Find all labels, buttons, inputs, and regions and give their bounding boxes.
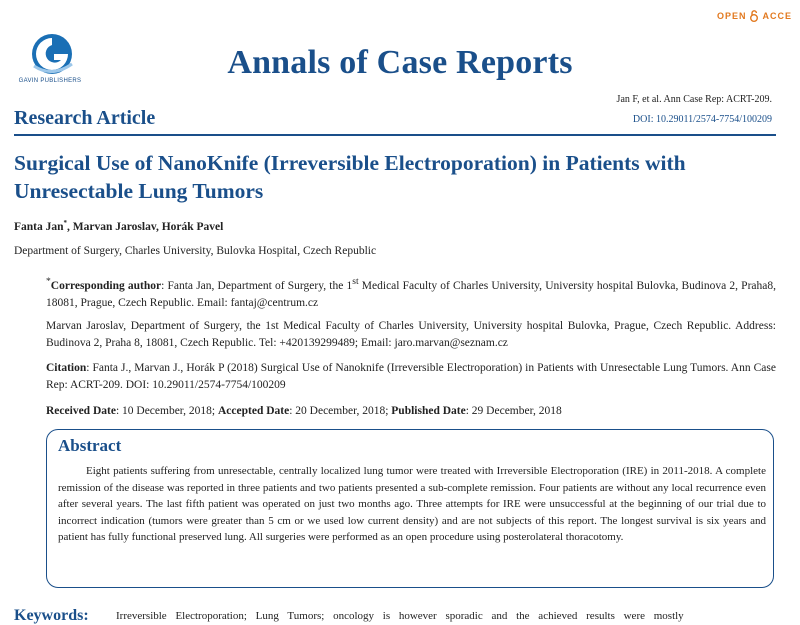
open-access-label-2: ACCE [762,11,792,21]
open-access-label: OPEN [716,11,747,21]
published-label: Published Date [391,405,466,417]
article-title: Surgical Use of NanoKnife (Irreversible Electroporation) in Patients with Unresectable Lung Tumors [14,151,686,203]
ordinal-sup: st [352,276,359,287]
corresponding-label: Corresponding author [50,279,162,292]
dates-line [46,403,776,420]
affiliation: Department of Surgery, Charles University, Bulovka Hospital, Czech Republic [14,245,377,257]
author-1: Fanta Jan [14,220,64,233]
section-label: Research Article [14,107,156,129]
corresponding-marker: * [63,219,68,227]
citation-label: Citation [46,362,87,374]
received-label: Received Date [46,405,116,417]
keywords-text: Irreversible Electroporation; Lung Tumors; oncology is however sporadic and the achieved results were mostly [116,610,684,622]
authors [14,219,223,233]
open-lock-icon [749,10,759,22]
corresponding-author [46,273,776,312]
published-date: : 29 December, 2018 [465,405,562,417]
doi-link[interactable]: DOI: 10.29011/2574-7754/100209 [632,114,772,125]
corresponding-asterisk: * [46,276,51,287]
open-access-badge [717,10,792,22]
abstract-title: Abstract [58,436,122,455]
accepted-label: Accepted Date [218,405,290,417]
citation-text: : Fanta J., Marvan J., Horák P (2018) Surgical Use of Nanoknife (Irreversible Electroporation) in Patients with Unresectable Lung Tumors. Ann Case Rep: ACRT-209. DOI: 10.29011/2574-7754/100209 [46,362,776,391]
accepted-date: : 20 December, 2018; [289,405,392,417]
corresponding-text-a: : Fanta Jan, Department of Surgery, the 1 [161,279,353,292]
corresponding-text-b: Medical Faculty of Charles University, University hospital Bulovka, Budinova 2, Praha8, 18081, Prague, Czech Republic. Email: fantaj@centrum.cz [46,279,776,309]
second-author-info: Marvan Jaroslav, Department of Surgery, the 1st Medical Faculty of Charles University, University hospital Bulovka, Prague, Czech Republic. Address: Budinova 2, Praha 8, 18081, Czech Republic. Tel: +420139299489; Email: jaro.marvan@seznam.cz [46,320,776,349]
header-divider [14,134,776,136]
abstract-text: Eight patients suffering from unresectable, centrally localized lung tumor were treated with Irreversible Electroporation (IRE) in 2011-2018. A complete remission of the disease was reported in three patients and two patients presented a sub-complete remission. Four patients are without any local recurrence even after several years. The last fifth patient was operated on just two months ago. Three attempts for IRE were unsuccessful at the beginning of our trial due to incorrect indication (tumors were greater than 5 cm or we used low current density) and are not subjects of this report. The longest survival is six years and patient has fully functional preserved lung. All surgeries were performed as an open procedure using posterolateral thoracotomy. [58,465,766,543]
received-date: : 10 December, 2018; [115,405,218,417]
publisher-name: GAVIN PUBLISHERS [18,78,82,84]
journal-title: Annals of Case Reports [227,44,573,81]
author-others: , Marvan Jaroslav, Horák Pavel [67,220,224,233]
keywords-label: Keywords: [14,607,89,624]
citation-short: Jan F, et al. Ann Case Rep: ACRT-209. [616,94,772,105]
citation [46,360,776,394]
